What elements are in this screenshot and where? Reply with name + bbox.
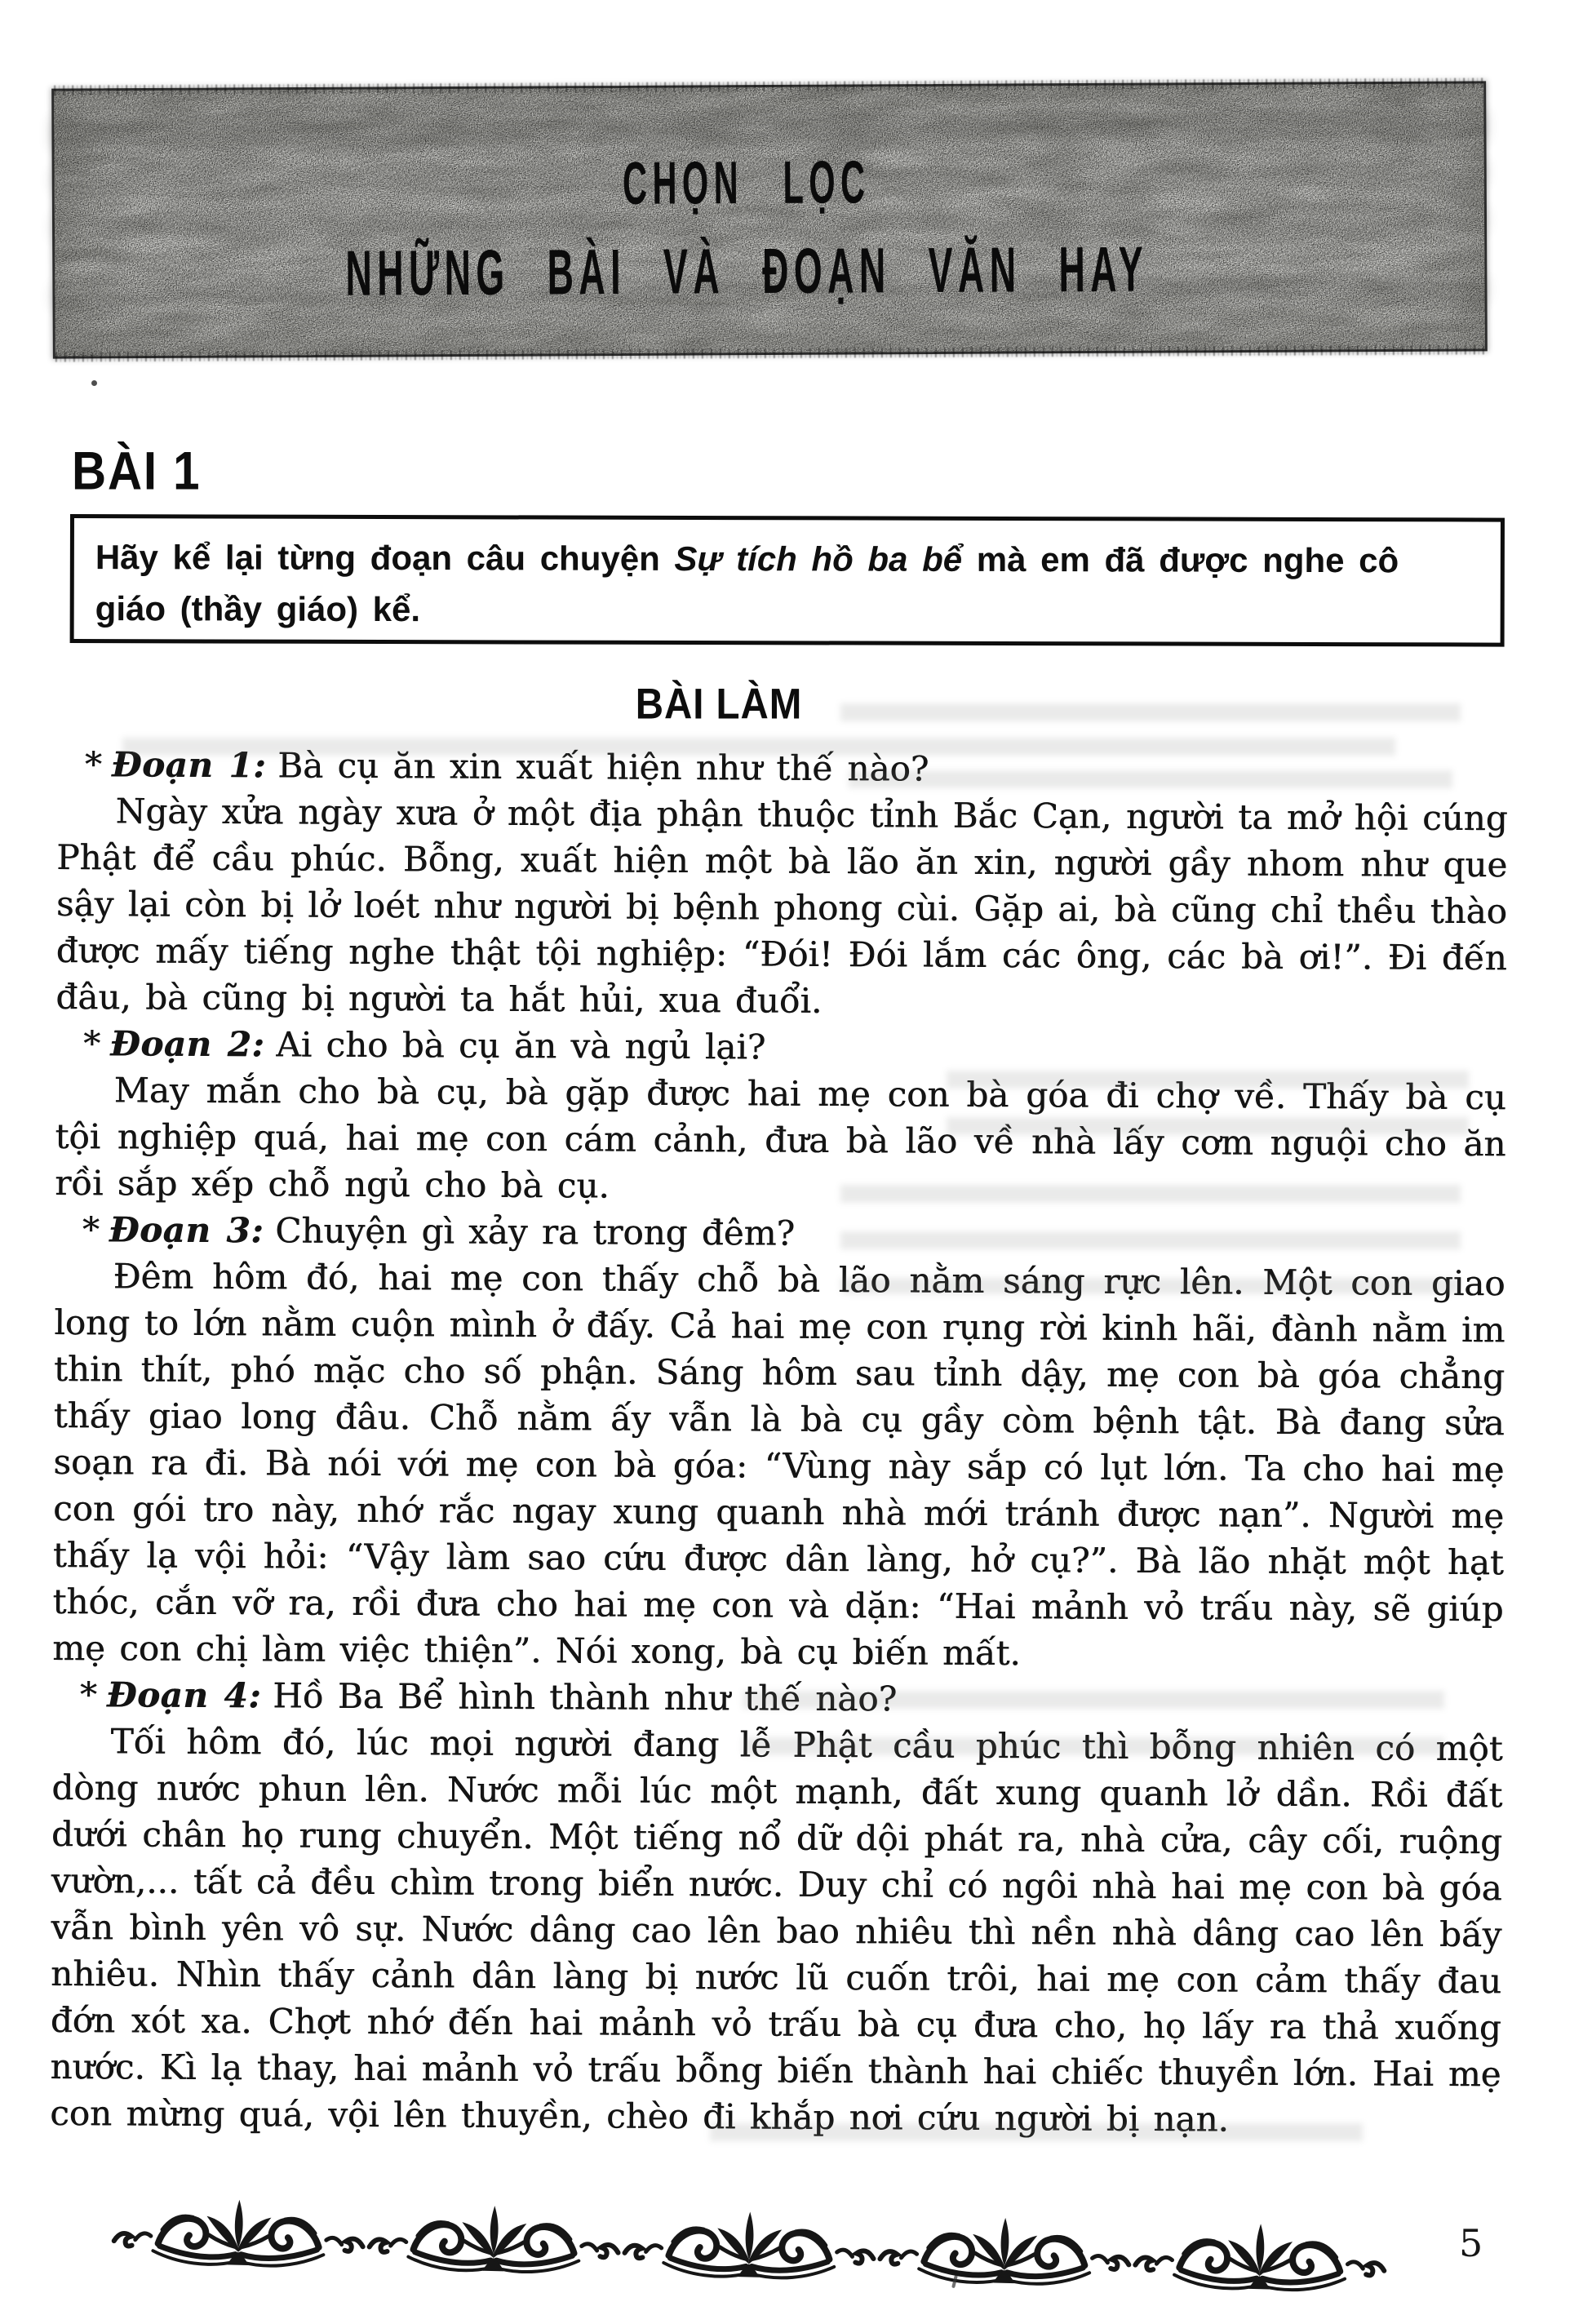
page-number: 5 bbox=[1459, 2221, 1483, 2265]
banner-title-line1: CHỌN LỌC bbox=[622, 149, 871, 218]
lesson-title: BÀI 1 bbox=[72, 441, 202, 502]
assignment-prompt-box bbox=[70, 514, 1505, 647]
footer-ornament bbox=[110, 2192, 1390, 2300]
asterisk-marker: * bbox=[79, 1674, 98, 1715]
assignment-prompt bbox=[95, 531, 1483, 637]
section-question: Bà cụ ăn xin xuất hiện như thế nào? bbox=[277, 745, 929, 789]
section-question: Ai cho bà cụ ăn và ngủ lại? bbox=[276, 1024, 766, 1067]
section-paragraph-1: Ngày xửa ngày xưa ở một địa phận thuộc tỉnh Bắc Cạn, người ta mở hội cúng Phật để cầu phúc. Bỗng, xuất hiện một bà lão ăn xin, người gầy nhom như que sậy lại còn bị lở loét như người bị bệnh phong cùi. Gặp ai, bà cũng chỉ thều thào được mấy tiếng nghe thật tội nghiệp: “Đói! Đói lắm các ông, các bà ơi!”. Đi đến đâu, bà cũng bị người ta hắt hủi, xua đuổi. bbox=[55, 791, 1508, 1021]
chapter-banner bbox=[51, 81, 1488, 358]
asterisk-marker: * bbox=[82, 1023, 101, 1064]
asterisk-marker: * bbox=[84, 744, 102, 785]
section-paragraph-2: May mắn cho bà cụ, bà gặp được hai mẹ con bà góa đi chợ về. Thấy bà cụ tội nghiệp quá, hai mẹ con cám cảnh, đưa bà lão về nhà lấy cơm nguội cho ăn rồi sắp xếp chỗ ngủ cho bà cụ. bbox=[55, 1070, 1506, 1206]
bleed-through-smudge bbox=[743, 1678, 1444, 1766]
bleed-through-smudge bbox=[947, 1058, 1469, 1154]
section-question: Hồ Ba Bể hình thành như thế nào? bbox=[273, 1675, 898, 1719]
story-title-italic: Sự tích hồ ba bể bbox=[674, 539, 963, 579]
section-paragraph-4: Tối hôm đó, lúc mọi người đang lễ Phật cầu phúc thì bỗng nhiên có một dòng nước phun lên. Nước mỗi lúc một mạnh, đất xung quanh lở dần. Rồi đất dưới chân họ rung chuyển. Một tiếng nổ dữ dội phát ra, nhà cửa, cây cối, ruộng vườn,... tất cả đều chìm trong biển nước. Duy chỉ có ngôi nhà hai mẹ con bà góa vẫn bình yên vô sự. Nước dâng cao lên bao nhiêu thì nền nhà dâng cao lên bấy nhiêu. Nhìn thấy cảnh dân làng bị nước lũ cuốn trôi, hai mẹ con cảm thấy đau đớn xót xa. Chợt nhớ đến hai mảnh vỏ trấu bà cụ đưa cho, họ lấy ra thả xuống nước. Kì lạ thay, hai mảnh vỏ trấu bỗng biến thành hai chiếc thuyền lớn. Hai mẹ con mừng quá, vội lên thuyền, chèo đi khắp nơi cứu người bị nạn. bbox=[50, 1721, 1503, 2140]
section-label: Đoạn 4: bbox=[106, 1674, 262, 1716]
section-label: Đoạn 1: bbox=[111, 744, 267, 786]
section-label: Đoạn 3: bbox=[109, 1209, 264, 1251]
section-paragraph-3: Đêm hôm đó, hai mẹ con thấy chỗ bà lão nằm sáng rực lên. Một con giao long to lớn nằm cuộn mình ở đấy. Cả hai mẹ con rụng rời kinh hãi, đành nằm im thin thít, phó mặc cho số phận. Sáng hôm sau tỉnh dậy, mẹ con bà góa chẳng thấy giao long đâu. Chỗ nằm ấy vẫn là bà cụ gầy còm bệnh tật. Bà đang sửa soạn ra đi. Bà nói với mẹ con bà góa: “Vùng này sắp có lụt lớn. Ta cho hai mẹ con gói tro này, nhớ rắc ngay xung quanh nhà mới tránh được nạn”. Người mẹ thấy lạ vội hỏi: “Vậy làm sao cứu được dân làng, hở cụ?”. Bà lão nhặt một hạt thóc, cắn vỡ ra, rồi đưa cho hai mẹ con và dặn: “Hai mảnh vỏ trấu này, sẽ giúp mẹ con chị làm việc thiện”. Nói xong, bà cụ biến mất. bbox=[52, 1256, 1505, 1674]
essay-body bbox=[50, 741, 1508, 2144]
banner-vignette bbox=[54, 83, 1485, 356]
asterisk-marker: * bbox=[82, 1209, 100, 1250]
prompt-post: mà em đã được nghe cô giáo (thầy giáo) kể. bbox=[95, 539, 1399, 629]
scan-speck bbox=[91, 380, 97, 386]
banner-title-line2: NHỮNG BÀI VÀ ĐOẠN VĂN HAY bbox=[345, 233, 1149, 309]
answer-heading: BÀI LÀM bbox=[635, 680, 803, 728]
bleed-through-smudge bbox=[849, 757, 1452, 803]
section-question: Chuyện gì xảy ra trong đêm? bbox=[275, 1210, 796, 1253]
bleed-through-smudge bbox=[710, 2110, 1363, 2154]
section-label: Đoạn 2: bbox=[109, 1023, 265, 1065]
bleed-through-smudge bbox=[840, 1172, 1461, 1294]
prompt-pre: Hãy kể lại từng đoạn câu chuyện bbox=[95, 538, 675, 578]
